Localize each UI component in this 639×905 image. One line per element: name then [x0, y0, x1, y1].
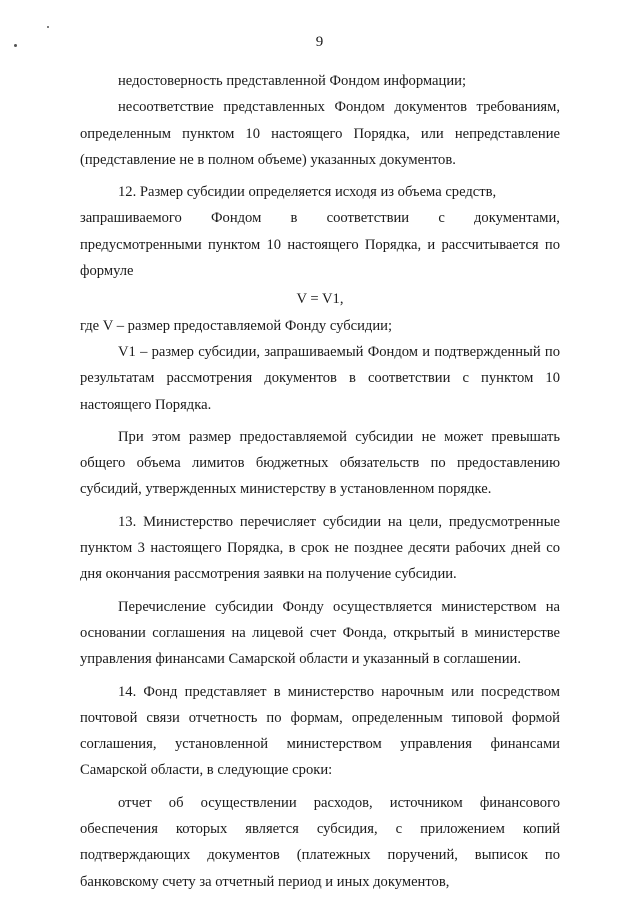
word: соответствии — [326, 210, 410, 227]
word: документами, — [474, 210, 560, 227]
word: в — [290, 210, 298, 227]
word: Фондом — [211, 210, 262, 227]
word: с — [438, 210, 445, 227]
paragraph: где V – размер предоставляемой Фонду субсидии; — [80, 317, 393, 334]
scan-speck — [47, 26, 49, 28]
paragraph: недостоверность представленной Фондом информации; — [118, 73, 467, 89]
paragraph: При этом размер предоставляемой субсидии не может превышать общего объема лимитов бюджетных обязательств по предоставлению субсидий, утвержденных министерству в установленном порядке. — [80, 428, 560, 498]
word: запрашиваемого — [80, 210, 182, 227]
paragraph: отчет об осуществлении расходов, источником финансового обеспечения которых является субсидия, с приложением копий подтверждающих документов (платежных поручений, выписок по банковскому счету за отчетный период и иных документов, — [80, 794, 560, 890]
formula: V = V1, — [296, 291, 344, 308]
justified-line — [80, 205, 560, 231]
paragraph: 13. Министерство перечисляет субсидии на цели, предусмотренные пунктом 3 настоящего Порядка, в срок не позднее десяти рабочих дней со дня окончания рассмотрения заявки на получение субсидии. — [80, 513, 560, 583]
paragraph: несоответствие представленных Фондом документов требованиям, определенным пунктом 10 настоящего Порядка, или непредставление (представление не в полном объеме) указанных документов. — [80, 99, 560, 168]
paragraph: 14. Фонд представляет в министерство нарочным или посредством почтовой связи отчетность по формам, определенным типовой формой соглашения, установленной министерством управления финансами Самарской области, в следующие сроки: — [80, 683, 560, 779]
page-number: 9 — [315, 34, 324, 50]
paragraph: 12. Размер субсидии определяется исходя из объема средств, — [118, 184, 497, 201]
document-body — [80, 68, 560, 895]
paragraph: V1 – размер субсидии, запрашиваемый Фондом и подтвержденный по результатам рассмотрения документов в соответствии с пунктом 10 настоящего Порядка. — [80, 343, 560, 413]
paragraph: предусмотренными пунктом 10 настоящего Порядка, и рассчитывается по формуле — [80, 236, 560, 280]
paragraph: Перечисление субсидии Фонду осуществляется министерством на основании соглашения на лицевой счет Фонда, открытый в министерстве управления финансами Самарской области и указанный в соглашении. — [80, 598, 560, 668]
